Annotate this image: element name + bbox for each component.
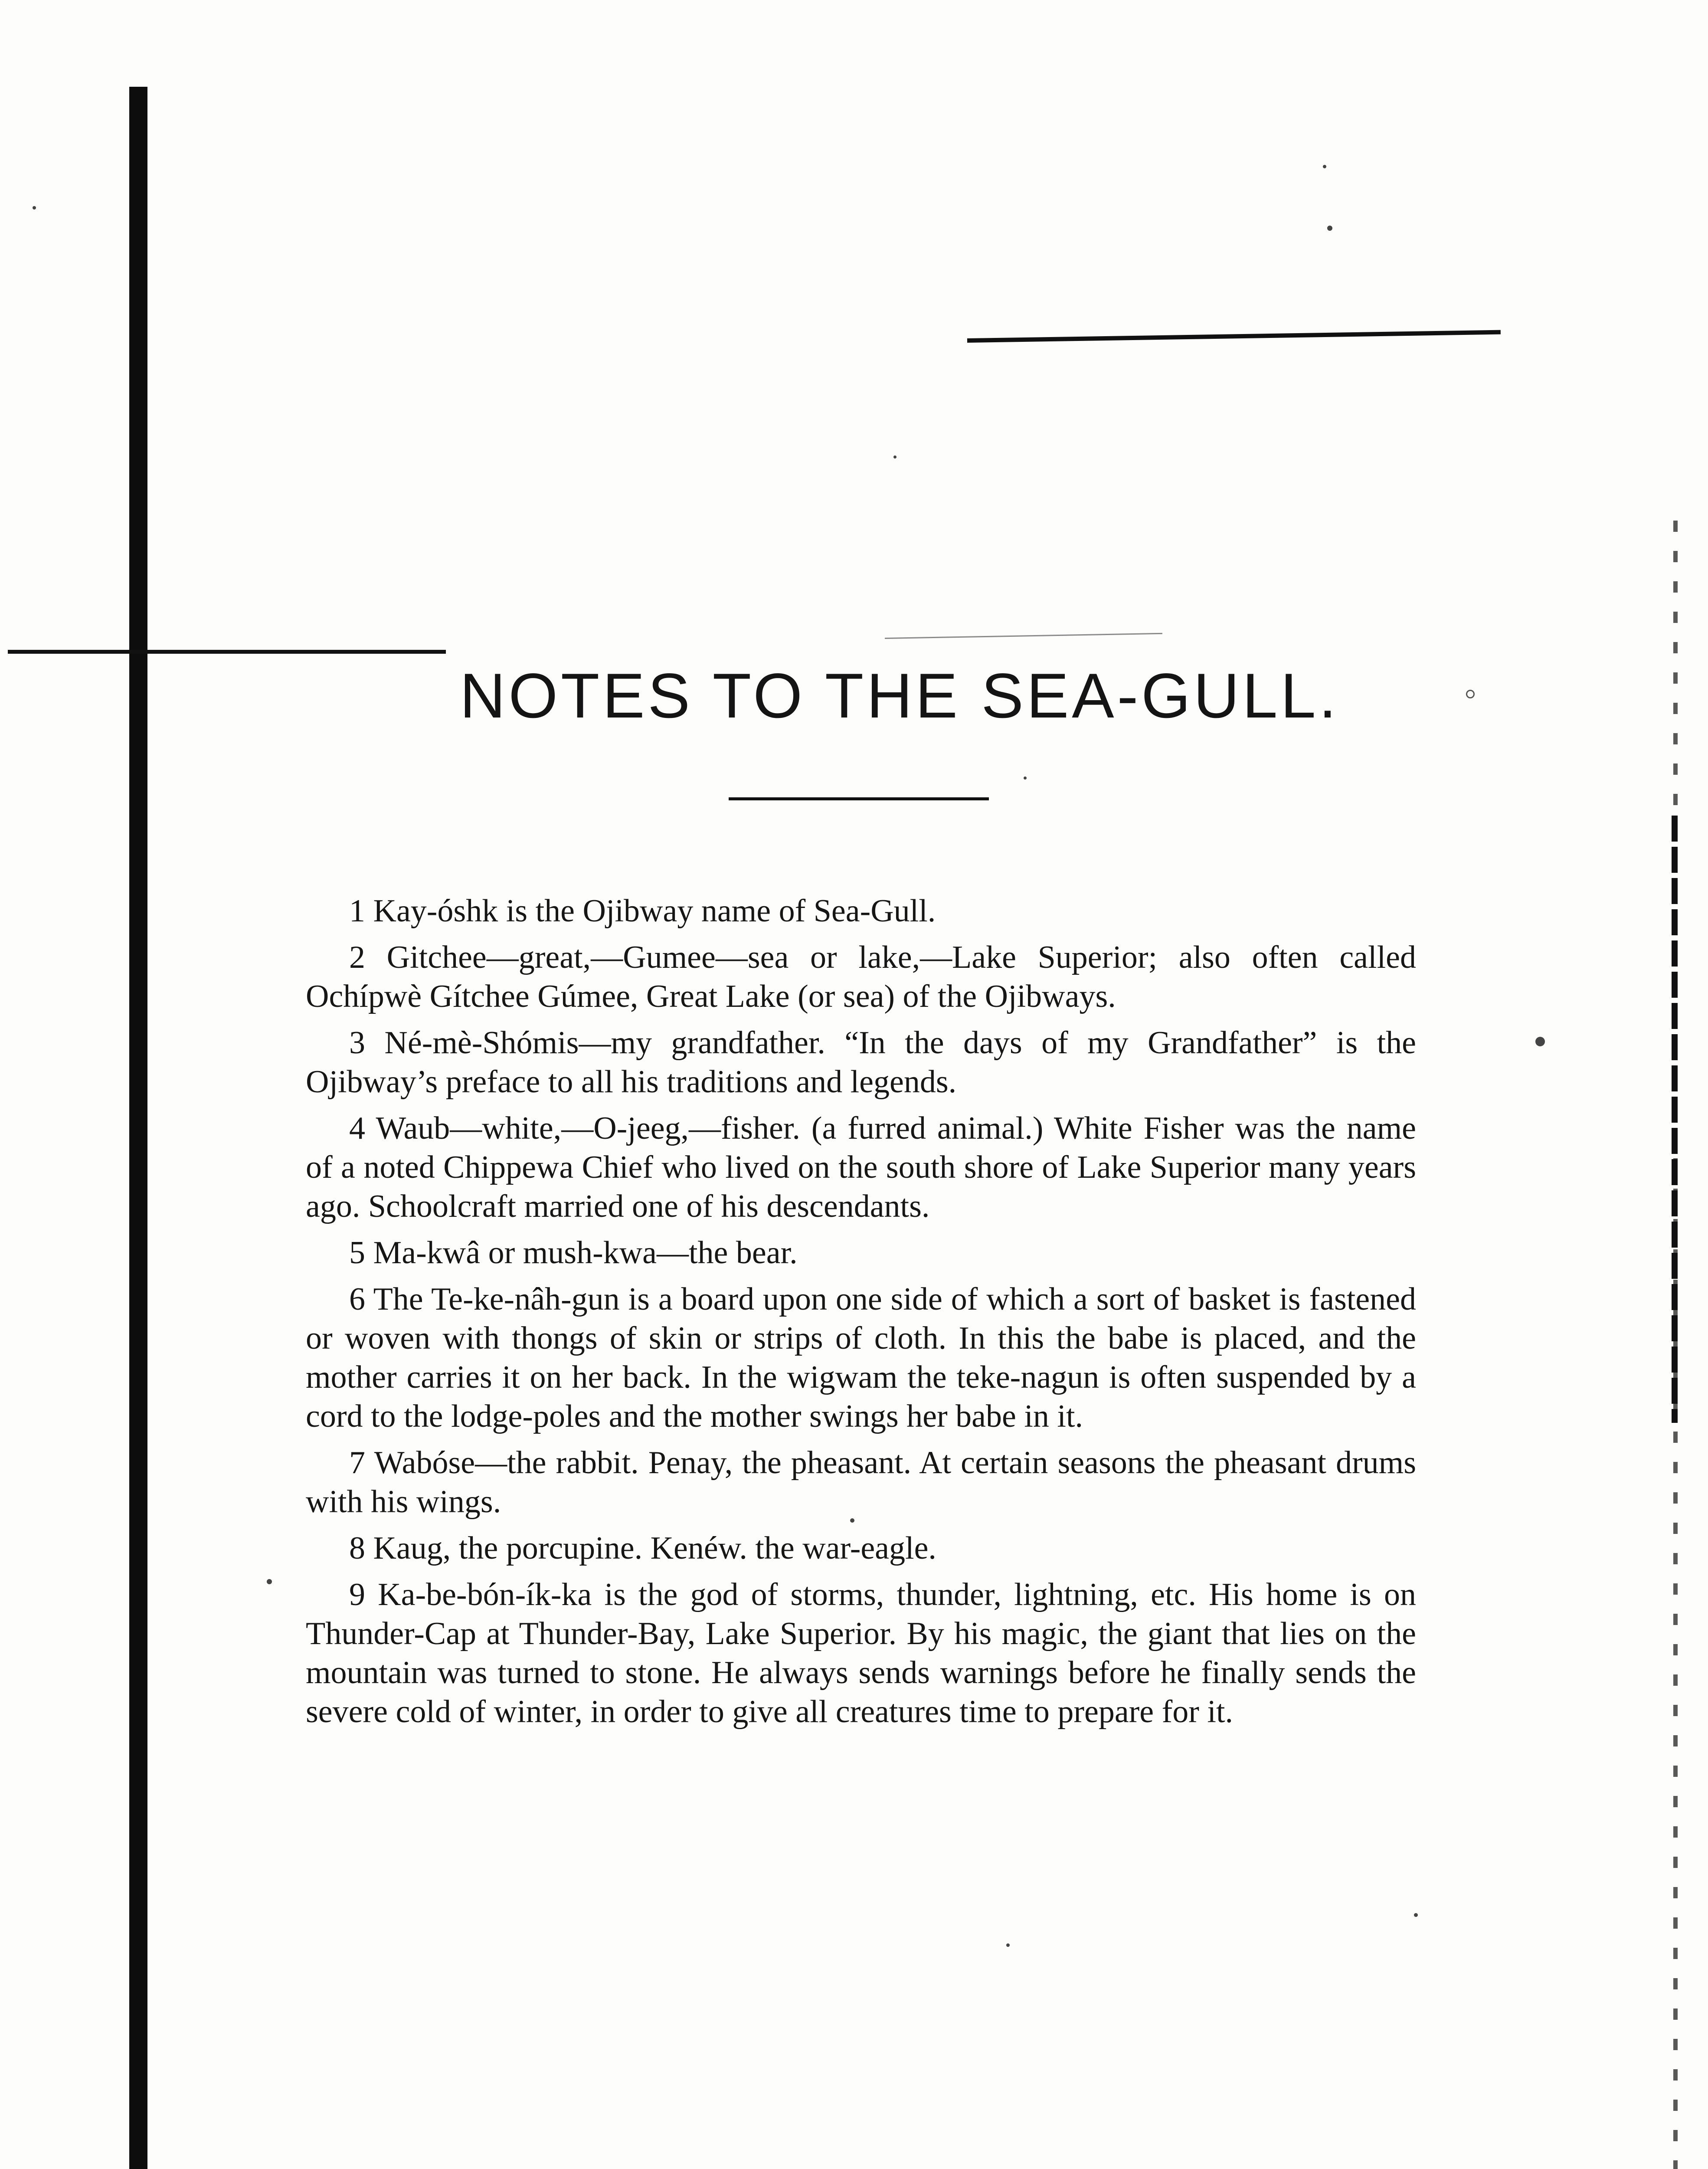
note-2: 2 Gitchee—great,—Gumee—sea or lake,—Lake Superior; also often called Ochípwè Gítchee Gúmee, Great Lake (or sea) of the Ojibways. — [306, 940, 1416, 1014]
speck — [1024, 777, 1027, 780]
top-rule — [967, 330, 1501, 343]
page-title: NOTES TO THE SEA-GULL. — [460, 660, 1340, 731]
note-1: 1 Kay-óshk is the Ojibway name of Sea-Gull. — [349, 893, 936, 929]
note-9: 9 Ka-be-bón-ík-ka is the god of storms, thunder, lightning, etc. His home is on Thunder-Cap at Thunder-Bay, Lake Superior. By his magic, the giant that lies on the mountain was turned to stone. He always sends warnings before he finally sends the severe cold of winter, in order to give all creatures time to prepare for it. — [306, 1577, 1416, 1730]
notes-list — [306, 891, 1416, 1739]
speck — [33, 206, 36, 210]
note-8: 8 Kaug, the porcupine. Kenéw. the war-eagle. — [349, 1530, 936, 1566]
title-rule — [729, 797, 989, 800]
speck — [1006, 1943, 1010, 1947]
speck — [1466, 690, 1475, 698]
speck — [267, 1579, 272, 1584]
faint-rule — [885, 633, 1162, 639]
note-7: 7 Wabóse—the rabbit. Penay, the pheasant. At certain seasons the pheasant drums with his wings. — [306, 1445, 1416, 1520]
binding-rule — [129, 87, 147, 2169]
cross-rule — [8, 650, 446, 654]
speck — [1535, 1037, 1545, 1046]
note-4: 4 Waub—white,—O-jeeg,—fisher. (a furred animal.) White Fisher was the name of a noted Chippewa Chief who lived on the south shore of Lake Superior many years ago. Schoolcraft married one of his descendants. — [306, 1111, 1416, 1224]
note-6: 6 The Te-ke-nâh-gun is a board upon one side of which a sort of basket is fastened or woven with thongs of skin or strips of cloth. In this the babe is placed, and the mother carries it on her back. In the wigwam the teke-nagun is often suspended by a cord to the lodge-poles and the mother swings her babe in it. — [306, 1281, 1416, 1434]
speck — [1327, 226, 1332, 231]
speck — [850, 1518, 854, 1523]
page-edge-marks-dense — [1672, 816, 1678, 1423]
note-3: 3 Né-mè-Shómis—my grandfather. “In the days of my Grandfather” is the Ojibway’s preface to all his traditions and legends. — [306, 1025, 1416, 1100]
speck — [1414, 1913, 1418, 1917]
speck — [893, 455, 897, 459]
note-5: 5 Ma-kwâ or mush-kwa—the bear. — [349, 1235, 798, 1271]
speck — [1323, 165, 1326, 168]
